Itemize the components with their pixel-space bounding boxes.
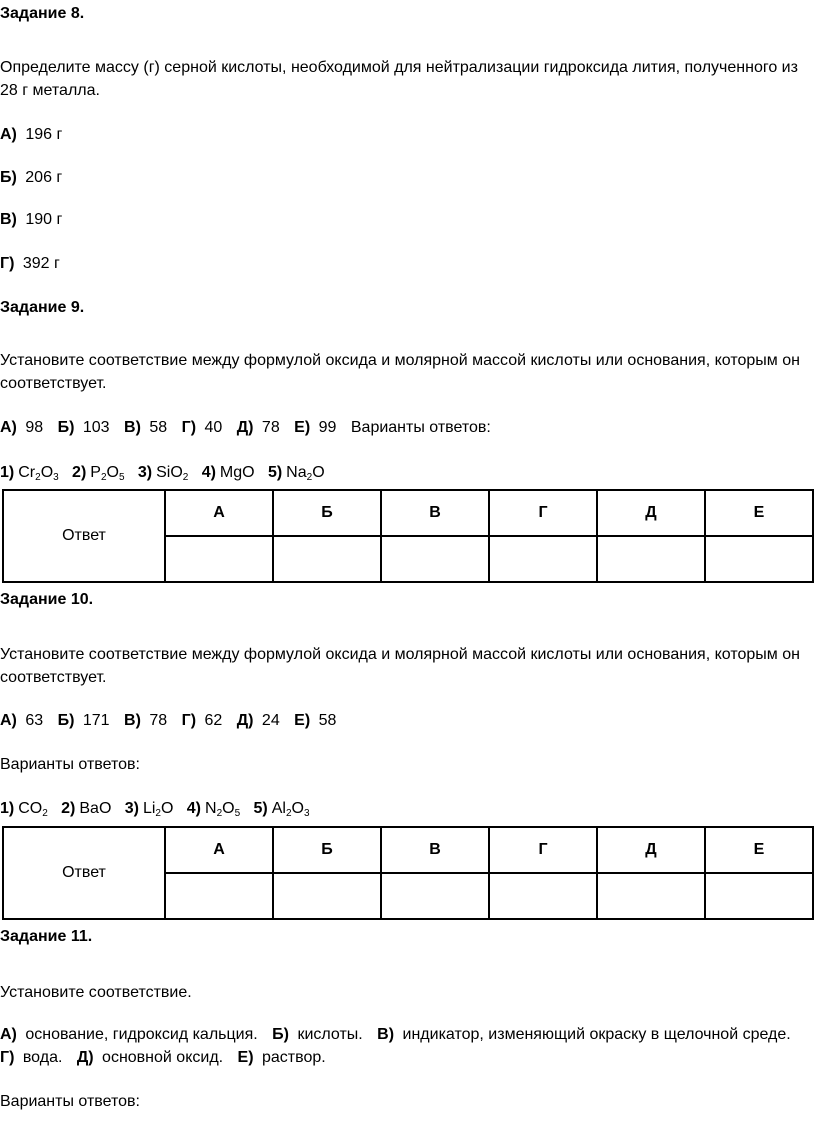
task8-title: Задание 8. <box>0 5 85 22</box>
task8-option-v: В) 190 г <box>0 211 63 228</box>
task9-formulas: 1) $Cr_2O_3$ 2) $P_2O_5$ 3) SiO$_2$ 4) MgO 5) $Na_2O$ <box>0 464 325 483</box>
column-header: Е <box>705 827 813 873</box>
task11-title: Задание 11. <box>0 928 93 945</box>
answer-cell[interactable] <box>165 536 273 582</box>
column-header: А <box>165 827 273 873</box>
task8-question-line2: 28 г металла. <box>0 82 100 99</box>
column-header: Б <box>273 490 381 536</box>
column-header: Е <box>705 490 813 536</box>
task10-question-line1: Установите соответствие между формулой оксида и молярной массой кислоты или основания, которым он <box>0 646 800 663</box>
answer-cell[interactable] <box>489 873 597 919</box>
answer-cell[interactable] <box>165 873 273 919</box>
answer-cell[interactable] <box>273 536 381 582</box>
task10-question-line2: соответствует. <box>0 669 107 686</box>
task10-masses: А) 63 Б) 171 В) 78 Г) 62 Д) 24 Е) 58 <box>0 712 337 729</box>
task11-variants-label: Варианты ответов: <box>0 1093 140 1110</box>
task8-question-line1: Определите массу (г) серной кислоты, необходимой для нейтрализации гидроксида лития, полученного из <box>0 59 798 76</box>
answer-cell[interactable] <box>705 536 813 582</box>
column-header: В <box>381 490 489 536</box>
task9-answer-table <box>2 489 814 583</box>
task9-masses: А) 98 Б) 103 В) 58 Г) 40 Д) 78 Е) 99 Варианты ответов: <box>0 419 491 436</box>
task8-option-a: А) 196 г <box>0 126 63 143</box>
task10-title: Задание 10. <box>0 591 94 608</box>
answer-cell[interactable] <box>489 536 597 582</box>
task9-question-line2: соответствует. <box>0 375 107 392</box>
answer-cell[interactable] <box>597 536 705 582</box>
answer-row-label: Ответ <box>3 827 165 919</box>
task8-option-b: Б) 206 г <box>0 169 63 186</box>
task11-items-line1: А) основание, гидроксид кальция. Б) кислоты. В) индикатор, изменяющий окраску в щелочной среде. <box>0 1026 791 1043</box>
column-header: Д <box>597 827 705 873</box>
task11-items-line2: Г) вода. Д) основной оксид. Е) раствор. <box>0 1049 326 1066</box>
column-header: В <box>381 827 489 873</box>
answer-cell[interactable] <box>597 873 705 919</box>
task10-variants-label: Варианты ответов: <box>0 756 140 773</box>
task8-option-g: Г) 392 г <box>0 255 60 272</box>
task10-formulas: 1) $CO_2$ 2) BaO 3) $Li_2O$ 4) $N_2O_5$ 5) $Al_2O_3$ <box>0 800 310 819</box>
task9-question-line1: Установите соответствие между формулой оксида и молярной массой кислоты или основания, которым он <box>0 352 800 369</box>
answer-row-label: Ответ <box>3 490 165 582</box>
column-header: Д <box>597 490 705 536</box>
task9-title: Задание 9. <box>0 299 85 316</box>
answer-cell[interactable] <box>705 873 813 919</box>
column-header: Г <box>489 827 597 873</box>
answer-cell[interactable] <box>381 536 489 582</box>
column-header: Г <box>489 490 597 536</box>
task10-answer-table <box>2 826 814 920</box>
column-header: Б <box>273 827 381 873</box>
task11-question: Установите соответствие. <box>0 984 192 1001</box>
column-header: А <box>165 490 273 536</box>
answer-cell[interactable] <box>273 873 381 919</box>
answer-cell[interactable] <box>381 873 489 919</box>
